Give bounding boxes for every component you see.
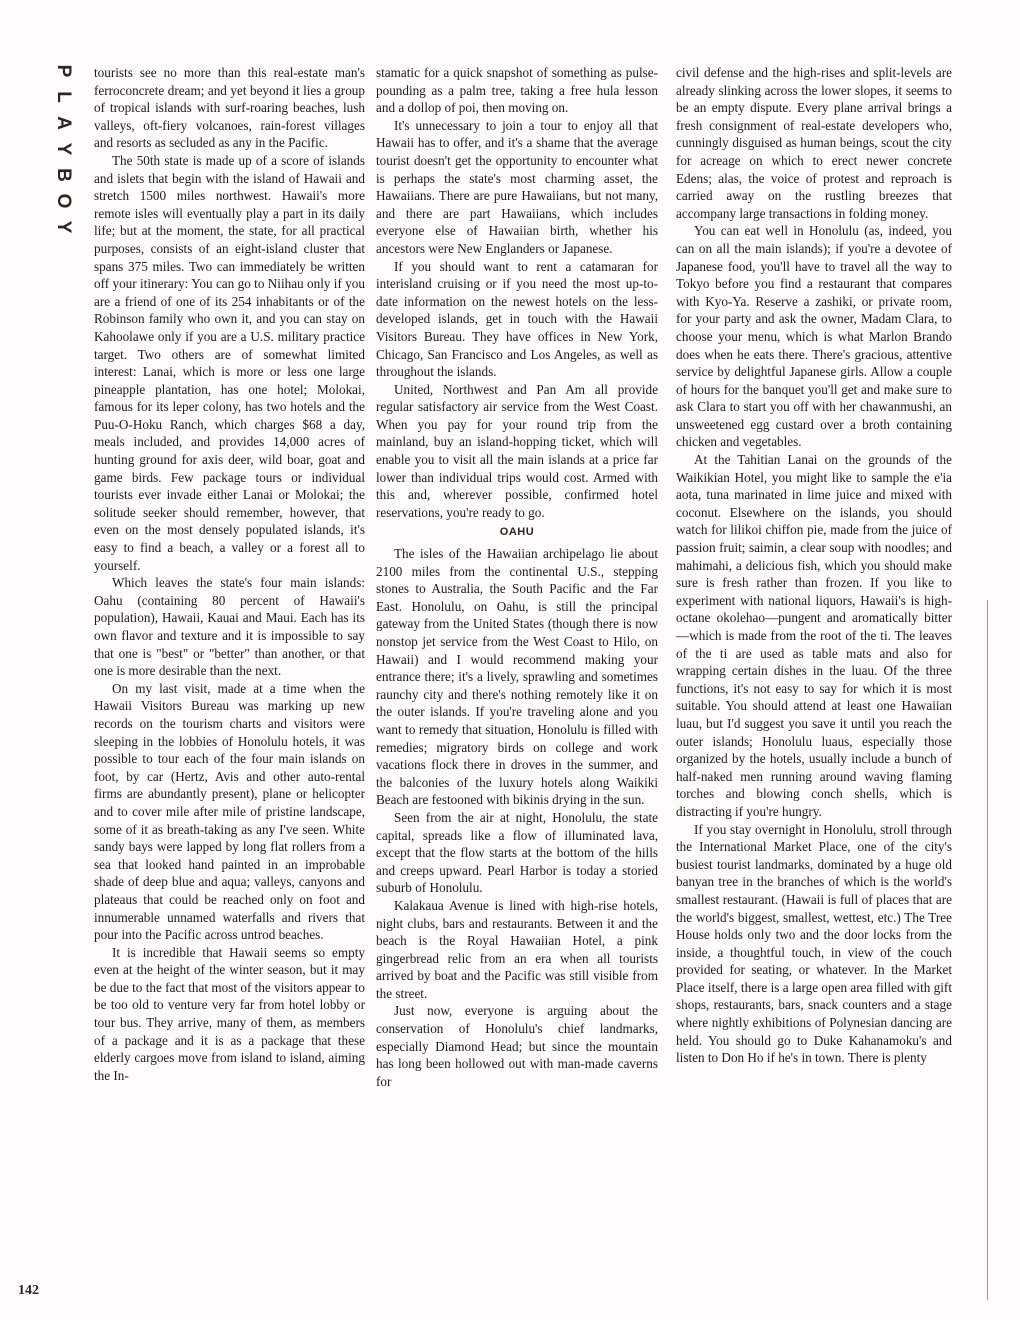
masthead-letter: Y (53, 220, 74, 234)
masthead-letter: A (53, 116, 74, 130)
paragraph: The isles of the Hawaiian archipelago lie about 2100 miles from the continental U.S., stepping stones to Australia, the South Pacific and the Far East. Honolulu, on Oahu, is still the principal gateway from the United States (though there is now nonstop jet service from the West Coast to Hilo, on Hawaii) and I would recommend making your entrance there; it's a lively, sprawling and sometimes raunchy city and there's nothing remotely like it on the outer islands. If you're traveling alone and you want to remedy that situation, Honolulu is filled with remedies; migratory birds on college and work vacations flock there in droves in the summer, and the balconies of the luxury hotels along Waikiki Beach are festooned with bikinis drying in the sun. (376, 546, 658, 808)
magazine-masthead (50, 58, 76, 240)
masthead-letter: L (53, 91, 74, 103)
masthead-letter: B (53, 168, 74, 182)
paragraph: At the Tahitian Lanai on the grounds of the Waikikian Hotel, you might like to sample the e'ia aota, tuna marinated in lime juice and mixed with coconut. Elsewhere on the islands, you should watch for lilikoi chiffon pie, made from the juice of passion fruit; saimin, a clear soup with noodles; and mahimahi, a delicious fish, which you should make sure is fresh rather than frozen. If you like to experiment with national liquors, Hawaii's is high-octane okolehao—pungent and aromatically bitter—which is made from the root of the ti. The leaves of the ti are used as table mats and also for wrapping certain dishes in the luau. Of the three functions, it's not easy to say for which it is most suitable. You should attend at least one Hawaiian luau, but I'd suggest you save it until you reach the outer islands; Honolulu luaus, especially those organized by the hotels, usually include a bunch of half-naked men running around waving flaming torches and blowing conch shells, which is distracting if you're hungry. (676, 452, 952, 819)
continued-paragraph: civil defense and the high-rises and split-levels are already slinking across the lower slopes, it seems to be an empty dispute. Every plane arrival brings a fresh consignment of real-estate developers who, cunningly disguised as human beings, scout the city for acreage on which to erect newer concrete Edens; alas, the voice of protest and reproach is carried away on the rustling breezes that accompany large transactions in folding money. (676, 65, 952, 221)
paragraph: Kalakaua Avenue is lined with high-rise hotels, night clubs, bars and restaurants. Between it and the beach is the Royal Hawaiian Hotel, a pink gingerbread relic from an era when all tourists arrived by boat and the Pacific was still visible from the street. (376, 897, 658, 1001)
paragraph: It's unnecessary to join a tour to enjoy all that Hawaii has to offer, and it's a shame that the average tourist doesn't get the opportunity to encounter what is perhaps the state's most charming asset, the Hawaiians. There are pure Hawaiians, but not many, and there are part Hawaiians, which includes everyone else of Hawaiian birth, whether his ancestors were New Englanders or Japanese. (376, 117, 658, 256)
paragraph: If you should want to rent a catamaran for interisland cruising or if you need the most up-to-date information on the newest hotels on the less-developed islands, get in touch with the Hawaii Visitors Bureau. They have offices in New York, Chicago, San Francisco and Los Angeles, as well as throughout the islands. (376, 258, 658, 380)
paragraph: Which leaves the state's four main islands: Oahu (containing 80 percent of Hawaii's population), Hawaii, Kauai and Maui. Each has its own flavor and texture and it is impossible to say that one is "best" or "better" than another, or that one is more desirable than the next. (94, 575, 365, 679)
article-column-2 (376, 64, 658, 1090)
paragraph: You can eat well in Honolulu (as, indeed, you can on all the main islands); if you're a devotee of Japanese food, you'll have to travel all the way to Tokyo before you find a restaurant that compares with Kyo-Ya. Reserve a zashiki, or private room, for your party and ask the owner, Madam Clara, to choose your menu, which is what Marlon Brando does when he eats there. There's gracious, attentive service by delightful Japanese girls. Allow a couple of hours for the banquet you'll get and make sure to ask Clara to start you off with her chawanmushi, an unsweetened egg custard over a broth containing chicken and vegetables. (676, 223, 952, 450)
masthead-letter: Y (53, 142, 74, 156)
paragraph: It is incredible that Hawaii seems so empty even at the height of the winter season, but it may be due to the fact that most of the visitors appear to be too old to venture very far from hotel lobby or tour bus. They arrive, many of them, as members of a package and it is as a package that these elderly cargoes move from island to island, aiming the In- (94, 944, 365, 1083)
paragraph: Just now, everyone is arguing about the conservation of Honolulu's chief landmarks, especially Diamond Head; but since the mountain has long been hollowed out with man-made caverns for (376, 1003, 658, 1089)
paragraph: On my last visit, made at a time when the Hawaii Visitors Bureau was marking up new records on the tourism charts and visitors were sleeping in the lobbies of Honolulu hotels, it was possible to tour each of the four main islands on foot, by car (Hertz, Avis and other auto-rental firms are abundantly present), plane or helicopter and to cover mile after mile of pristine landscape, some of it as breath-taking as any I've seen. White sandy bays were lapped by long flat rollers from a sea that looked hand painted in an improbable shade of deep blue and aqua; valleys, canyons and plateaus that could be reached only on foot and innumerable unnamed waterfalls and rivers that pour into the Pacific across untrod beaches. (94, 680, 365, 943)
article-column-3 (676, 64, 952, 1067)
page-number: 142 (18, 1283, 39, 1298)
continued-paragraph: stamatic for a quick snapshot of something as pulse-pounding as a palm tree, taking a free hula lesson and a dollop of poi, then moving on. (376, 65, 658, 116)
paragraph: The 50th state is made up of a score of islands and islets that begin with the island of Hawaii and stretch 1500 miles northwest. Hawaii's more remote isles will eventually play a part in its daily life; but at the moment, the state, for all practical purposes, consists of an eight-island cluster that spans 375 miles. Two can immediately be written off your itinerary: You can go to Niihau only if you are a friend of one of its 254 inhabitants or of the Robinson family who own it, and you can stay on Kahoolawe only if you are a U.S. military practice target. Two others are of somewhat limited interest: Lanai, which is more or less one large pineapple plantation, has one hotel; Molokai, famous for its leper colony, has two hotels and the Puu-O-Hoku Ranch, which charges $68 a day, meals included, and provides 14,000 acres of hunting ground for axis deer, wild boar, goat and game birds. Few package tours or individual tourists ever invade either Lanai or Molokai; the solitude seeker should remember, however, that even on the most densely populated islands, it's easy to find a beach, a valley or a forest all to yourself. (94, 152, 365, 573)
paragraph: Seen from the air at night, Honolulu, the state capital, spreads like a flow of illuminated lava, except that the flow starts at the bottom of the hills and creeps upward. Pearl Harbor is today a storied suburb of Honolulu. (376, 809, 658, 896)
paragraph: United, Northwest and Pan Am all provide regular satisfactory air service from the West Coast. When you pay for your round trip from the mainland, buy an island-hopping ticket, which will enable you to visit all the main islands at a price far lower than individual trips would cost. Armed with this and, wherever possible, confirmed hotel reservations, you're ready to go. (376, 381, 658, 520)
masthead-letter: O (53, 193, 74, 209)
paragraph: If you stay overnight in Honolulu, stroll through the International Market Place, one of the city's busiest tourist landmarks, dominated by a huge old banyan tree in the branches of which is the world's smallest restaurant. (Hawaii is full of places that are the world's biggest, smallest, wettest, etc.) The Tree House holds only two and the door locks from the inside, a thoughtful touch, in view of the couch provided for seating, or whatever. In the Market Place itself, there is a large open area filled with gift shops, restaurants, bars, snack counters and a stage where nightly exhibitions of Polynesian dancing are held. You should go to Duke Kahanamoku's and listen to Don Ho if he's in town. There is plenty (676, 821, 952, 1066)
continued-paragraph: tourists see no more than this real-estate man's ferroconcrete dream; and yet beyond it lies a group of tropical islands with surf-roaring beaches, lush valleys, oft-fiery volcanoes, rain-forest villages and resorts as secluded as any in the Pacific. (94, 65, 365, 151)
page-edge-divider (987, 600, 988, 1300)
section-heading: OAHU (499, 526, 535, 539)
article-column-1 (94, 64, 365, 1084)
masthead-letter: P (53, 64, 74, 78)
